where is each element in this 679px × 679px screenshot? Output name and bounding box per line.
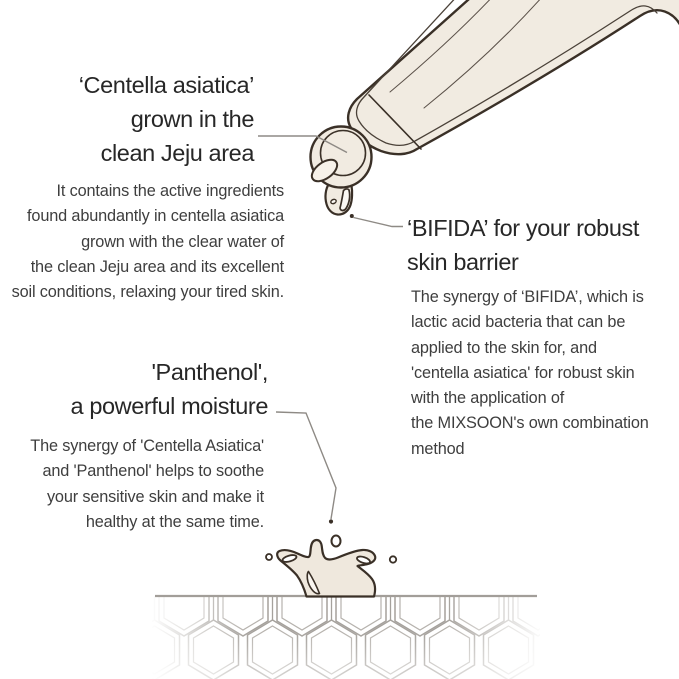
body-line: found abundantly in centella asiatica: [27, 207, 284, 226]
heading-line: skin barrier: [407, 249, 519, 275]
body-line: the clean Jeju area and its excellent: [30, 257, 284, 276]
splash-droplet-top: [332, 536, 341, 547]
centella-body-text: [12, 179, 284, 305]
body-line: method: [411, 439, 465, 458]
body-line: The synergy of ‘BIFIDA’, which is: [411, 288, 644, 306]
body-line: with the application of: [411, 389, 565, 408]
body-line: The synergy of 'Centella Asiatica': [30, 437, 264, 455]
centella-heading: [79, 68, 254, 170]
body-line: healthy at the same time.: [85, 512, 264, 531]
honeycomb-hex: [100, 576, 150, 636]
heading-line: ‘BIFIDA’ for your robust: [407, 215, 639, 241]
body-line: your sensitive skin and make it: [46, 487, 264, 506]
bifida-body-text: [411, 285, 649, 462]
dropper-illustration: [308, 0, 679, 215]
callout-anchor-bifida: [350, 214, 354, 218]
body-line: 'centella asiatica' for robust skin: [411, 363, 635, 382]
body-line: grown with the clear water of: [81, 232, 284, 251]
honeycomb-hex: [105, 582, 145, 630]
callout-line-bifida: [354, 218, 404, 227]
splash-body: [277, 540, 375, 597]
callout-line-panthenol: [276, 412, 336, 519]
splash-illustration: [266, 536, 396, 597]
splash-droplet-right: [390, 556, 396, 562]
body-line: It contains the active ingredients: [56, 182, 284, 200]
body-line: the MIXSOON's own combination: [411, 414, 649, 433]
body-line: applied to the skin for, and: [411, 338, 597, 357]
body-line: soil conditions, relaxing your tired skin.: [11, 283, 284, 302]
heading-line: clean Jeju area: [100, 140, 254, 166]
honeycomb-fade: [150, 590, 545, 679]
splash-droplet-left: [266, 554, 272, 560]
heading-line: ‘Centella asiatica’: [78, 72, 254, 98]
panthenol-heading: [71, 355, 268, 423]
panthenol-body-text: [30, 434, 264, 535]
honeycomb-hex: [400, 582, 440, 630]
heading-line: 'Panthenol',: [151, 359, 268, 385]
callout-anchor-panthenol: [329, 519, 333, 523]
dropper-tube: [348, 0, 679, 154]
body-line: and 'Panthenol' helps to soothe: [42, 462, 264, 481]
heading-line: a powerful moisture: [70, 393, 268, 419]
bifida-heading: [407, 211, 639, 279]
heading-line: grown in the: [130, 106, 254, 132]
body-line: lactic acid bacteria that can be: [411, 313, 626, 332]
